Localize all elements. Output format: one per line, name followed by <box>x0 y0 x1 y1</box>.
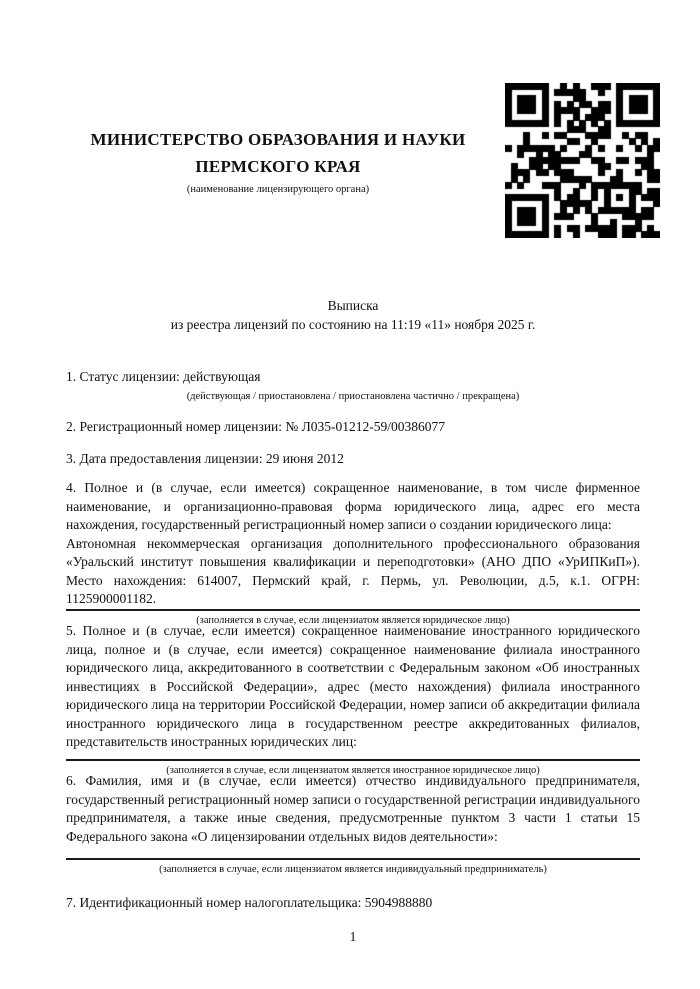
item-5-foreign-entity <box>66 622 640 777</box>
item-2-registration-number <box>66 418 640 437</box>
blank-field-line <box>66 858 640 860</box>
ministry-header <box>66 126 490 196</box>
item-1-text: 1. Статус лицензии: действующая <box>66 369 261 384</box>
document-title-line2: из реестра лицензий по состоянию на 11:19 «11» ноября 2025 г. <box>170 316 536 332</box>
item-6-text: 6. Фамилия, имя и (в случае, если имеется) отчество индивидуального предпринимателя, государственный регистрационный номер записи о государственной регистрации индивидуального предпринимателя, а также иные сведения, предусмотренные пунктом 3 части 1 статьи 15 Федерального закона «О лицензировании отдельных видов деятельности»: <box>66 773 640 844</box>
item-6-individual-entrepreneur <box>66 772 640 876</box>
item-7-taxpayer-id <box>66 894 640 913</box>
item-4-note: (заполняется в случае, если лицензиатом является юридическое лицо) <box>196 614 510 626</box>
qr-code <box>505 83 660 238</box>
item-5-text: 5. Полное и (в случае, если имеется) сокращенное наименование иностранного юридического лица, полное и (в случае, если имеется) сокращенное наименование филиала иностранного юридического лица, аккредитованного в соответствии с Федеральным законом «Об иностранных инвестициях в Российской Федерации», адрес (место нахождения) филиала иностранного юридического лица на территории Российской Федерации, номер записи об аккредитации филиала иностранного юридического лица в государственном реестре аккредитованных филиалов, представительств иностранных юридических лиц: <box>66 623 640 749</box>
item-1-license-status <box>66 368 640 403</box>
ministry-caption: (наименование лицензирующего органа) <box>186 184 370 195</box>
ministry-name-line2: ПЕРМСКОГО КРАЯ <box>195 157 361 176</box>
item-1-note: (действующая / приостановлена / приостановлена частично / прекращена) <box>186 390 520 402</box>
item-4-value: Автономная некоммерческая организация дополнительного профессионального образования «Уральский институт повышения квалификации и переподготовки» (АНО ДПО «УрИПКиП»). Место нахождения: 614007, Пермский край, г. Пермь, ул. Революции, д.5, к.1. ОГРН: 1125900001182. <box>66 535 640 606</box>
page-number: 1 <box>349 929 357 944</box>
item-3-text: 3. Дата предоставления лицензии: 29 июня 2012 <box>66 451 344 466</box>
item-3-license-date <box>66 450 640 469</box>
item-6-note: (заполняется в случае, если лицензиатом является индивидуальный предприниматель) <box>159 864 547 875</box>
item-4-text: 4. Полное и (в случае, если имеется) сокращенное наименование, в том числе фирменное наименование, и организационно-правовая форма юридического лица, адрес его места нахождения, государственный регистрационный номер записи о создании юридического лица: <box>66 480 640 532</box>
item-4-legal-entity <box>66 479 640 627</box>
document-title <box>66 297 640 334</box>
blank-field-line <box>66 609 640 611</box>
ministry-name-line1: МИНИСТЕРСТВО ОБРАЗОВАНИЯ И НАУКИ <box>90 130 466 149</box>
item-7-text: 7. Идентификационный номер налогоплательщика: 5904988880 <box>66 895 433 910</box>
document-title-line1: Выписка <box>327 298 379 313</box>
item-5-note: (заполняется в случае, если лицензиатом является иностранное юридическое лицо) <box>166 764 540 776</box>
blank-field-line <box>66 759 640 761</box>
item-2-text: 2. Регистрационный номер лицензии: № Л035-01212-59/00386077 <box>66 419 446 434</box>
